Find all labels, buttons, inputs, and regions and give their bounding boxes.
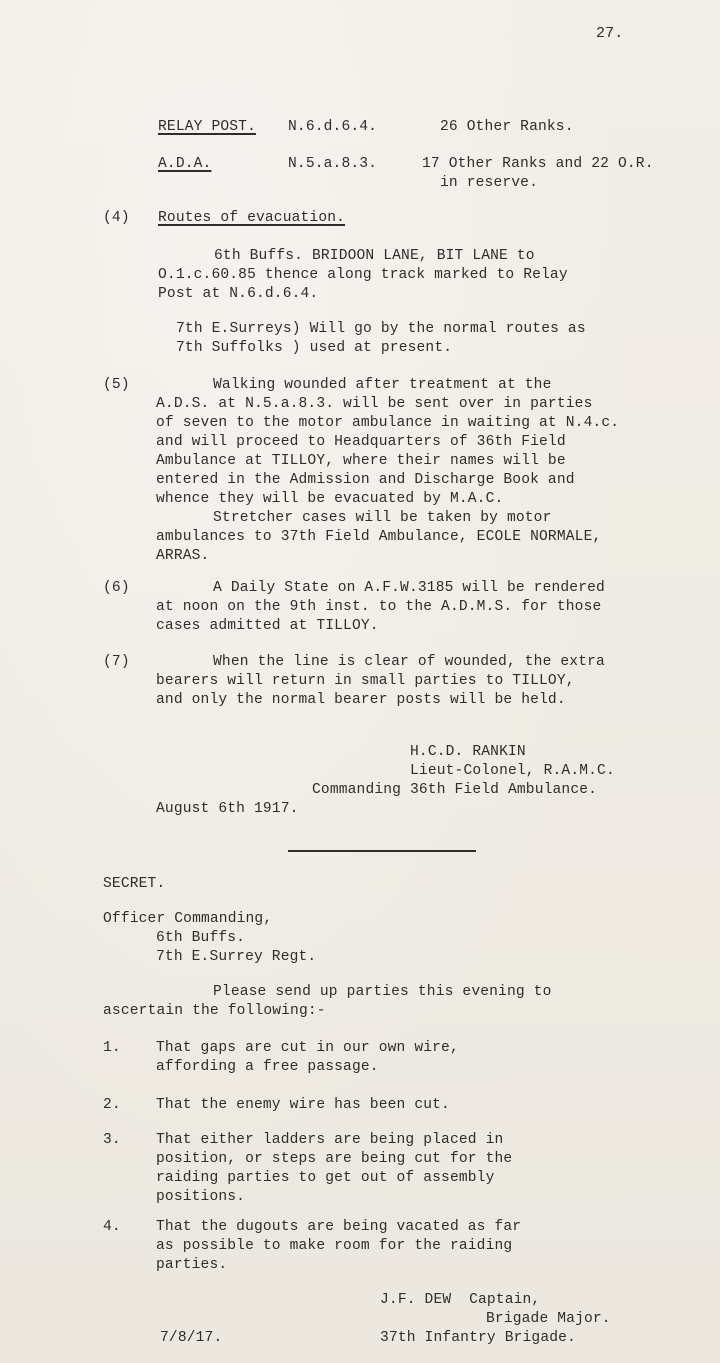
memo-item-number: 2. (103, 1097, 121, 1113)
memo-item-line: positions. (156, 1189, 246, 1205)
section-5-line: whence they will be evacuated by M.A.C. (156, 491, 504, 507)
signatory-2-role: Brigade Major. (486, 1311, 611, 1327)
section-5-line: Walking wounded after treatment at the (213, 377, 552, 393)
section-6-line: A Daily State on A.F.W.3185 will be rendered (213, 580, 605, 596)
signatory-role: Commanding 36th Field Ambulance. (312, 782, 598, 798)
section-5-line: A.D.S. at N.5.a.8.3. will be sent over in parties (156, 396, 593, 412)
section-4-surreys-line: 7th E.Surreys) Will go by the normal routes as (176, 321, 586, 337)
ada-count-line-1: 17 Other Ranks and 22 O.R. (422, 156, 654, 172)
relay-post-label: RELAY POST. (158, 119, 256, 135)
memo-item-line: That gaps are cut in our own wire, (156, 1040, 459, 1056)
section-4-line: Post at N.6.d.6.4. (158, 286, 319, 302)
addressee-line: 6th Buffs. (156, 930, 246, 946)
section-6-number: (6) (103, 580, 130, 596)
relay-post-ref: N.6.d.6.4. (288, 119, 378, 135)
section-5-line: and will proceed to Headquarters of 36th Field (156, 434, 566, 450)
secret-heading: SECRET. (103, 876, 166, 892)
section-4-heading: Routes of evacuation. (158, 210, 346, 226)
section-7-line: When the line is clear of wounded, the extra (213, 654, 605, 670)
memo-intro-line: ascertain the following:- (103, 1003, 326, 1019)
section-5-line: entered in the Admission and Discharge Book and (156, 472, 575, 488)
signatory-name: H.C.D. RANKIN (410, 744, 526, 760)
section-4-number: (4) (103, 210, 130, 226)
section-5-line: ARRAS. (156, 548, 210, 564)
section-7-line: bearers will return in small parties to TILLOY, (156, 673, 575, 689)
signatory-2-unit: 37th Infantry Brigade. (380, 1330, 576, 1346)
section-5-number: (5) (103, 377, 130, 393)
memo-item-number: 3. (103, 1132, 121, 1148)
memo-date: 7/8/17. (160, 1330, 223, 1346)
section-7-number: (7) (103, 654, 130, 670)
section-7-line: and only the normal bearer posts will be held. (156, 692, 566, 708)
memo-item-line: That the enemy wire has been cut. (156, 1097, 450, 1113)
memo-item-number: 4. (103, 1219, 121, 1235)
memo-item-line: as possible to make room for the raiding (156, 1238, 513, 1254)
section-divider (288, 850, 476, 852)
addressee-line: Officer Commanding, (103, 911, 273, 927)
ada-ref: N.5.a.8.3. (288, 156, 378, 172)
memo-item-line: affording a free passage. (156, 1059, 379, 1075)
memo-item-number: 1. (103, 1040, 121, 1056)
relay-post-count: 26 Other Ranks. (440, 119, 574, 135)
section-4-line: O.1.c.60.85 thence along track marked to Relay (158, 267, 568, 283)
section-4-line: 6th Buffs. BRIDOON LANE, BIT LANE to (214, 248, 535, 264)
section-6-line: at noon on the 9th inst. to the A.D.M.S. for those (156, 599, 602, 615)
section-5-line: of seven to the motor ambulance in waiting at N.4.c. (156, 415, 620, 431)
section-5-line: ambulances to 37th Field Ambulance, ECOLE NORMALE, (156, 529, 602, 545)
memo-item-line: That the dugouts are being vacated as far (156, 1219, 522, 1235)
signatory-2-name-rank: J.F. DEW Captain, (380, 1292, 541, 1308)
section-5-line: Stretcher cases will be taken by motor (213, 510, 552, 526)
ada-count-line-2: in reserve. (440, 175, 538, 191)
memo-item-line: That either ladders are being placed in (156, 1132, 504, 1148)
memo-item-line: raiding parties to get out of assembly (156, 1170, 495, 1186)
memo-intro-line: Please send up parties this evening to (213, 984, 552, 1000)
memo-item-line: parties. (156, 1257, 228, 1273)
section-6-line: cases admitted at TILLOY. (156, 618, 379, 634)
ada-label: A.D.A. (158, 156, 212, 172)
page-number: 27. (596, 25, 624, 42)
section-5-line: Ambulance at TILLOY, where their names will be (156, 453, 566, 469)
section-4-surreys-line: 7th Suffolks ) used at present. (176, 340, 453, 356)
signatory-rank: Lieut-Colonel, R.A.M.C. (410, 763, 615, 779)
document-date: August 6th 1917. (156, 801, 299, 817)
memo-item-line: position, or steps are being cut for the (156, 1151, 513, 1167)
addressee-line: 7th E.Surrey Regt. (156, 949, 317, 965)
